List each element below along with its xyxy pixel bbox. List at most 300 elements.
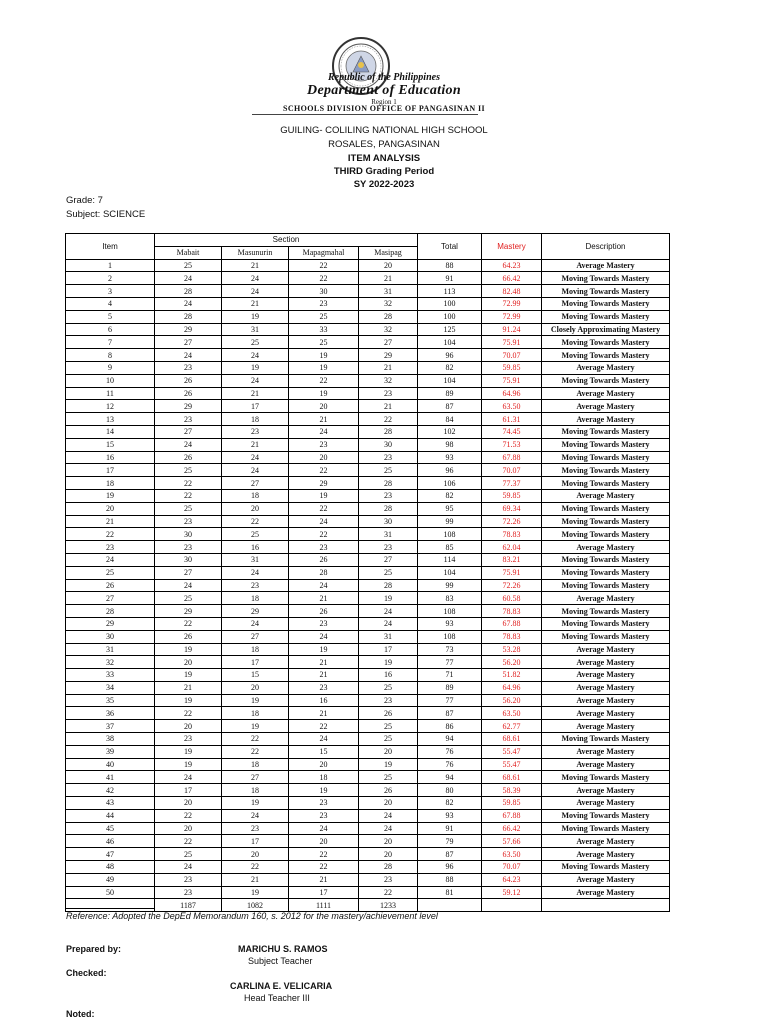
mapagmahal-score: 23: [289, 617, 359, 630]
mastery-value: 75.91: [482, 566, 542, 579]
mapagmahal-score: 19: [289, 489, 359, 502]
description-value: Moving Towards Mastery: [542, 425, 670, 438]
mapagmahal-score: 23: [289, 797, 359, 810]
total-score: 93: [418, 617, 482, 630]
mabait-score: 20: [155, 720, 222, 733]
total-score: 76: [418, 745, 482, 758]
description-value: Average Mastery: [542, 758, 670, 771]
mapagmahal-score: 22: [289, 259, 359, 272]
mastery-value: 59.85: [482, 361, 542, 374]
table-row: [66, 285, 670, 298]
mabait-score: 19: [155, 745, 222, 758]
total-score: 76: [418, 758, 482, 771]
mastery-value: 56.20: [482, 694, 542, 707]
total-score: 108: [418, 605, 482, 618]
description-value: Average Mastery: [542, 745, 670, 758]
total-score: 71: [418, 669, 482, 682]
masipag-score: 25: [359, 733, 418, 746]
total-score: 96: [418, 349, 482, 362]
mabait-score: 28: [155, 310, 222, 323]
header-section-masipag: Masipag: [359, 246, 418, 259]
mabait-score: 19: [155, 643, 222, 656]
total-score: 87: [418, 400, 482, 413]
masipag-score: 29: [359, 349, 418, 362]
total-mapagmahal: 1111: [289, 899, 359, 912]
item-number: 19: [66, 489, 155, 502]
total-masunurin: 1082: [222, 899, 289, 912]
table-row: [66, 758, 670, 771]
item-number: 41: [66, 771, 155, 784]
mapagmahal-score: 24: [289, 579, 359, 592]
mastery-value: 70.07: [482, 349, 542, 362]
table-row: [66, 630, 670, 643]
mapagmahal-score: 22: [289, 502, 359, 515]
header-section: Section: [155, 234, 418, 247]
mabait-score: 23: [155, 541, 222, 554]
table-row: [66, 617, 670, 630]
masipag-score: 28: [359, 310, 418, 323]
mapagmahal-score: 24: [289, 515, 359, 528]
mapagmahal-score: 23: [289, 809, 359, 822]
table-row: [66, 336, 670, 349]
table-row: [66, 861, 670, 874]
mapagmahal-score: 24: [289, 425, 359, 438]
mapagmahal-score: 21: [289, 669, 359, 682]
masipag-score: 19: [359, 592, 418, 605]
masunurin-score: 16: [222, 541, 289, 554]
description-value: Closely Approximating Mastery: [542, 323, 670, 336]
mabait-score: 24: [155, 771, 222, 784]
letterhead-divider: [252, 114, 478, 115]
masunurin-score: 20: [222, 848, 289, 861]
prepared-title: Subject Teacher: [248, 956, 313, 966]
item-number: 34: [66, 681, 155, 694]
table-row: [66, 374, 670, 387]
table-row: [66, 438, 670, 451]
description-value: Moving Towards Mastery: [542, 733, 670, 746]
item-number: 47: [66, 848, 155, 861]
mabait-score: 25: [155, 592, 222, 605]
masipag-score: 26: [359, 707, 418, 720]
item-number: 29: [66, 617, 155, 630]
total-score: 104: [418, 336, 482, 349]
total-score: 108: [418, 528, 482, 541]
table-row: [66, 477, 670, 490]
description-value: Moving Towards Mastery: [542, 310, 670, 323]
item-number: 40: [66, 758, 155, 771]
mabait-score: 25: [155, 259, 222, 272]
mabait-score: 29: [155, 323, 222, 336]
mastery-value: 59.85: [482, 797, 542, 810]
description-value: Average Mastery: [542, 694, 670, 707]
masunurin-score: 24: [222, 566, 289, 579]
masipag-score: 24: [359, 605, 418, 618]
total-score: 102: [418, 425, 482, 438]
mapagmahal-score: 22: [289, 272, 359, 285]
masunurin-score: 29: [222, 605, 289, 618]
mapagmahal-score: 30: [289, 285, 359, 298]
mastery-value: 72.26: [482, 579, 542, 592]
mastery-value: 63.50: [482, 400, 542, 413]
item-number: 17: [66, 464, 155, 477]
masunurin-score: 24: [222, 464, 289, 477]
table-row: [66, 489, 670, 502]
total-score: 91: [418, 272, 482, 285]
description-value: Average Mastery: [542, 361, 670, 374]
mastery-value: 72.26: [482, 515, 542, 528]
mastery-value: 70.07: [482, 861, 542, 874]
masipag-score: 20: [359, 797, 418, 810]
header-section-mabait: Mabait: [155, 246, 222, 259]
masunurin-score: 25: [222, 336, 289, 349]
item-number: 42: [66, 784, 155, 797]
mabait-score: 28: [155, 285, 222, 298]
table-row: [66, 707, 670, 720]
total-score: 125: [418, 323, 482, 336]
mastery-value: 59.85: [482, 489, 542, 502]
description-value: Average Mastery: [542, 848, 670, 861]
table-row: [66, 451, 670, 464]
mapagmahal-score: 24: [289, 733, 359, 746]
masipag-score: 28: [359, 425, 418, 438]
item-number: 2: [66, 272, 155, 285]
mastery-value: 55.47: [482, 758, 542, 771]
description-value: Moving Towards Mastery: [542, 579, 670, 592]
masipag-score: 28: [359, 579, 418, 592]
total-score: 85: [418, 541, 482, 554]
total-score: 83: [418, 592, 482, 605]
item-number: 11: [66, 387, 155, 400]
item-number: 25: [66, 566, 155, 579]
mastery-value: 77.37: [482, 477, 542, 490]
masunurin-score: 24: [222, 349, 289, 362]
masunurin-score: 21: [222, 297, 289, 310]
mapagmahal-score: 17: [289, 886, 359, 899]
description-value: Average Mastery: [542, 413, 670, 426]
masipag-score: 31: [359, 528, 418, 541]
mabait-score: 27: [155, 566, 222, 579]
total-score: 99: [418, 515, 482, 528]
masipag-score: 23: [359, 489, 418, 502]
grading-period: THIRD Grading Period: [333, 166, 435, 177]
total-score: 95: [418, 502, 482, 515]
description-value: Moving Towards Mastery: [542, 553, 670, 566]
mapagmahal-score: 22: [289, 374, 359, 387]
mapagmahal-score: 21: [289, 873, 359, 886]
table-row: [66, 720, 670, 733]
description-value: Average Mastery: [542, 797, 670, 810]
masipag-score: 28: [359, 502, 418, 515]
description-value: Moving Towards Mastery: [542, 528, 670, 541]
table-row: [66, 425, 670, 438]
checked-title: Head Teacher III: [244, 993, 310, 1003]
item-number: 12: [66, 400, 155, 413]
table-row: [66, 669, 670, 682]
item-number: 22: [66, 528, 155, 541]
masunurin-score: 19: [222, 694, 289, 707]
mastery-value: 51.82: [482, 669, 542, 682]
item-number: 13: [66, 413, 155, 426]
masipag-score: 21: [359, 400, 418, 413]
table-row: [66, 873, 670, 886]
description-value: Average Mastery: [542, 681, 670, 694]
mastery-value: 72.99: [482, 310, 542, 323]
item-number: 1: [66, 259, 155, 272]
description-value: Average Mastery: [542, 592, 670, 605]
masipag-score: 19: [359, 656, 418, 669]
mapagmahal-score: 21: [289, 592, 359, 605]
item-number: 16: [66, 451, 155, 464]
masipag-score: 21: [359, 361, 418, 374]
table-row: [66, 643, 670, 656]
masipag-score: 19: [359, 758, 418, 771]
mabait-score: 26: [155, 387, 222, 400]
mapagmahal-score: 15: [289, 745, 359, 758]
table-body: [66, 259, 670, 899]
description-value: Average Mastery: [542, 400, 670, 413]
item-number: 43: [66, 797, 155, 810]
mastery-value: 68.61: [482, 733, 542, 746]
description-value: Average Mastery: [542, 886, 670, 899]
mastery-value: 83.21: [482, 553, 542, 566]
table-row: [66, 592, 670, 605]
mapagmahal-score: 23: [289, 541, 359, 554]
masunurin-score: 18: [222, 413, 289, 426]
table-row: [66, 259, 670, 272]
mapagmahal-score: 19: [289, 643, 359, 656]
description-value: Moving Towards Mastery: [542, 438, 670, 451]
mabait-score: 20: [155, 797, 222, 810]
mabait-score: 30: [155, 553, 222, 566]
mapagmahal-score: 21: [289, 413, 359, 426]
masunurin-score: 23: [222, 822, 289, 835]
header-section-masunurin: Masunurin: [222, 246, 289, 259]
reference-note: Reference: Adopted the DepEd Memorandum 160, s. 2012 for the mastery/achievement level: [66, 911, 438, 921]
mastery-value: 62.77: [482, 720, 542, 733]
republic-line: Republic of the Philippines: [328, 72, 440, 83]
masunurin-score: 21: [222, 438, 289, 451]
item-number: 39: [66, 745, 155, 758]
mabait-score: 23: [155, 733, 222, 746]
item-number: 30: [66, 630, 155, 643]
mastery-value: 66.42: [482, 272, 542, 285]
description-value: Moving Towards Mastery: [542, 451, 670, 464]
description-value: Moving Towards Mastery: [542, 272, 670, 285]
mabait-score: 23: [155, 886, 222, 899]
mapagmahal-score: 23: [289, 438, 359, 451]
mastery-value: 66.42: [482, 822, 542, 835]
masunurin-score: 27: [222, 477, 289, 490]
school-name: GUILING- COLILING NATIONAL HIGH SCHOOL: [280, 125, 488, 136]
mastery-value: 55.47: [482, 745, 542, 758]
table-row: [66, 745, 670, 758]
table-row: [66, 771, 670, 784]
masunurin-score: 22: [222, 515, 289, 528]
mapagmahal-score: 16: [289, 694, 359, 707]
mapagmahal-score: 24: [289, 822, 359, 835]
table-row: [66, 784, 670, 797]
mabait-score: 24: [155, 438, 222, 451]
total-score: 82: [418, 489, 482, 502]
item-number: 23: [66, 541, 155, 554]
noted-label: Noted:: [66, 1009, 95, 1019]
mabait-score: 25: [155, 502, 222, 515]
division-line: SCHOOLS DIVISION OFFICE OF PANGASINAN II: [282, 104, 486, 113]
masipag-score: 32: [359, 323, 418, 336]
mapagmahal-score: 25: [289, 310, 359, 323]
mapagmahal-score: 28: [289, 566, 359, 579]
masipag-score: 25: [359, 771, 418, 784]
total-score: 77: [418, 694, 482, 707]
masunurin-score: 24: [222, 285, 289, 298]
item-number: 44: [66, 809, 155, 822]
mastery-value: 78.83: [482, 528, 542, 541]
mapagmahal-score: 20: [289, 758, 359, 771]
mastery-value: 53.28: [482, 643, 542, 656]
mabait-score: 22: [155, 835, 222, 848]
description-value: Moving Towards Mastery: [542, 630, 670, 643]
total-score: 113: [418, 285, 482, 298]
item-number: 6: [66, 323, 155, 336]
masunurin-score: 27: [222, 630, 289, 643]
masunurin-score: 31: [222, 323, 289, 336]
mabait-score: 26: [155, 451, 222, 464]
mapagmahal-score: 22: [289, 861, 359, 874]
total-score: 89: [418, 387, 482, 400]
mabait-score: 22: [155, 617, 222, 630]
total-score: 100: [418, 310, 482, 323]
description-value: Moving Towards Mastery: [542, 336, 670, 349]
masunurin-score: 18: [222, 758, 289, 771]
table-row: [66, 886, 670, 899]
mabait-score: 27: [155, 425, 222, 438]
description-value: Average Mastery: [542, 835, 670, 848]
masunurin-score: 15: [222, 669, 289, 682]
mastery-value: 59.12: [482, 886, 542, 899]
item-number: 9: [66, 361, 155, 374]
mabait-score: 24: [155, 349, 222, 362]
item-number: 18: [66, 477, 155, 490]
section-totals-row: [66, 899, 670, 912]
masipag-score: 27: [359, 336, 418, 349]
description-value: Average Mastery: [542, 643, 670, 656]
mabait-score: 19: [155, 694, 222, 707]
mapagmahal-score: 21: [289, 707, 359, 720]
mabait-score: 22: [155, 809, 222, 822]
masunurin-score: 19: [222, 797, 289, 810]
masipag-score: 31: [359, 285, 418, 298]
mastery-value: 64.96: [482, 387, 542, 400]
description-value: Moving Towards Mastery: [542, 464, 670, 477]
mastery-value: 67.88: [482, 809, 542, 822]
mapagmahal-score: 19: [289, 387, 359, 400]
mabait-score: 20: [155, 656, 222, 669]
mapagmahal-score: 23: [289, 297, 359, 310]
table-row: [66, 272, 670, 285]
masipag-score: 32: [359, 297, 418, 310]
total-score: 88: [418, 259, 482, 272]
mastery-value: 68.61: [482, 771, 542, 784]
masipag-score: 22: [359, 886, 418, 899]
item-number: 14: [66, 425, 155, 438]
mapagmahal-score: 18: [289, 771, 359, 784]
masipag-score: 25: [359, 681, 418, 694]
item-number: 38: [66, 733, 155, 746]
description-value: Moving Towards Mastery: [542, 297, 670, 310]
total-score: 89: [418, 681, 482, 694]
department-line: Department of Education: [307, 83, 461, 98]
description-value: Average Mastery: [542, 784, 670, 797]
total-score: 114: [418, 553, 482, 566]
table-row: [66, 553, 670, 566]
mabait-score: 23: [155, 413, 222, 426]
description-value: Moving Towards Mastery: [542, 374, 670, 387]
school-location: ROSALES, PANGASINAN: [328, 139, 440, 150]
masunurin-score: 19: [222, 361, 289, 374]
description-value: Average Mastery: [542, 720, 670, 733]
description-value: Moving Towards Mastery: [542, 502, 670, 515]
masipag-score: 16: [359, 669, 418, 682]
total-score: 96: [418, 464, 482, 477]
total-mabait: 1187: [155, 899, 222, 912]
mabait-score: 17: [155, 784, 222, 797]
masipag-score: 27: [359, 553, 418, 566]
mastery-value: 75.91: [482, 336, 542, 349]
masunurin-score: 18: [222, 489, 289, 502]
mastery-value: 70.07: [482, 464, 542, 477]
masipag-score: 21: [359, 272, 418, 285]
prepared-label: Prepared by:: [66, 944, 122, 954]
masipag-score: 32: [359, 374, 418, 387]
total-masipag: 1233: [359, 899, 418, 912]
item-number: 21: [66, 515, 155, 528]
masunurin-score: 24: [222, 374, 289, 387]
description-value: Average Mastery: [542, 541, 670, 554]
item-number: 20: [66, 502, 155, 515]
school-year: SY 2022-2023: [353, 179, 415, 190]
item-number: 8: [66, 349, 155, 362]
mapagmahal-score: 20: [289, 400, 359, 413]
mastery-value: 82.48: [482, 285, 542, 298]
mastery-value: 63.50: [482, 707, 542, 720]
masipag-score: 23: [359, 694, 418, 707]
table-row: [66, 809, 670, 822]
masunurin-score: 19: [222, 886, 289, 899]
description-value: Average Mastery: [542, 873, 670, 886]
mabait-score: 29: [155, 605, 222, 618]
mapagmahal-score: 24: [289, 630, 359, 643]
total-score: 93: [418, 809, 482, 822]
mapagmahal-score: 22: [289, 464, 359, 477]
masipag-score: 20: [359, 745, 418, 758]
table-row: [66, 502, 670, 515]
masipag-score: 25: [359, 720, 418, 733]
description-value: Moving Towards Mastery: [542, 605, 670, 618]
mabait-score: 29: [155, 400, 222, 413]
description-value: Moving Towards Mastery: [542, 515, 670, 528]
table-row: [66, 835, 670, 848]
subject-label: Subject: SCIENCE: [66, 209, 146, 220]
masunurin-score: 17: [222, 656, 289, 669]
description-value: Moving Towards Mastery: [542, 349, 670, 362]
mabait-score: 25: [155, 464, 222, 477]
description-value: Moving Towards Mastery: [542, 861, 670, 874]
table-row: [66, 400, 670, 413]
total-score: 94: [418, 771, 482, 784]
masunurin-score: 20: [222, 502, 289, 515]
table-row: [66, 797, 670, 810]
total-score: 82: [418, 797, 482, 810]
